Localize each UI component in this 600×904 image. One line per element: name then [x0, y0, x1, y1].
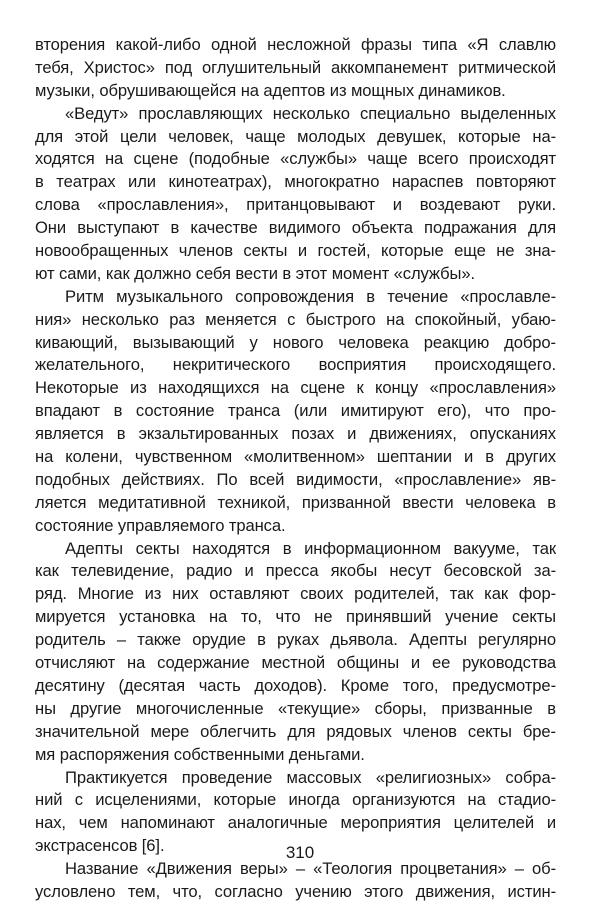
text-line: Некоторые из находящихся на сцене к концу «прославления»	[35, 378, 556, 398]
text-line: отчисляют на содержание местной общины и ее руководства	[35, 653, 556, 673]
text-line: Они выступают в качестве видимого объекта подражания для	[35, 218, 556, 238]
text-line: музыки, обрушивающейся на адептов из мощных динамиков.	[35, 80, 506, 100]
text-line: кивающий, вызывающий у нового человека реакцию добро-	[35, 332, 556, 352]
text-line: ны другие многочисленные «текущие» сборы, призванные в	[35, 698, 556, 718]
text-line: подобных действиях. По всей видимости, «прославление» яв-	[35, 469, 556, 489]
paragraph	[35, 103, 556, 286]
text-line: мируется установка на то, что не принявший учение секты	[35, 607, 556, 627]
paragraph	[35, 858, 556, 904]
text-line: нах, чем напоминают аналогичные мероприятия целителей и	[35, 813, 556, 833]
text-line: новообращенных членов секты и гостей, которые еще не зна-	[35, 241, 556, 261]
text-line: мя распоряжения собственными деньгами.	[35, 744, 365, 764]
text-line: как телевидение, радио и пресса якобы несут бесовской за-	[35, 561, 556, 581]
text-line: в театрах или кинотеатрах), многократно нараспев повторяют	[35, 172, 556, 192]
text-line: на колени, чувственном «молитвенном» шептании и в других	[35, 447, 556, 467]
text-line: ляется медитативной техникой, призванной ввести человека в	[35, 492, 556, 512]
text-line: для этой цели человек, чаще молодых девушек, которые на-	[35, 126, 556, 146]
text-line: ния» несколько раз меняется с быстрого на спокойный, убаю-	[35, 309, 556, 329]
text-line: тебя, Христос» под оглушительный аккомпанемент ритмической	[35, 57, 556, 77]
text-line: родитель – также орудие в руках дьявола. Адепты регулярно	[35, 630, 556, 650]
paragraph	[35, 538, 556, 767]
paragraph	[35, 34, 556, 103]
text-line: ют сами, как должно себя вести в этот момент «службы».	[35, 263, 475, 283]
text-line: экстрасенсов [6].	[35, 836, 165, 856]
text-line: «Ведут» прославляющих несколько специально выделенных	[65, 103, 556, 123]
text-line: состояние управляемого транса.	[35, 515, 286, 535]
text-line: условлено тем, что, согласно учению этого движения, истин-	[35, 881, 556, 901]
text-line: значительной мере облегчить для рядовых членов секты бре-	[35, 721, 556, 741]
text-line: вторения какой-либо одной несложной фразы типа «Я славлю	[35, 35, 556, 54]
text-line: Практикуется проведение массовых «религиозных» собра-	[65, 767, 556, 787]
text-line: ний с исцелениями, которые иногда организуются на стадио-	[35, 790, 556, 810]
text-line: является в экзальтированных позах и движениях, опусканиях	[35, 424, 556, 444]
text-line: впадают в состояние транса (или имитируют его), что про-	[35, 401, 556, 421]
text-line: Ритм музыкального сопровождения в течение «прославле-	[65, 286, 556, 306]
text-line: слова «прославления», пританцовывают и воздевают руки.	[35, 195, 556, 215]
text-line: Адепты секты находятся в информационном вакууме, так	[65, 538, 556, 558]
text-line: десятину (десятая часть доходов). Кроме того, предусмотре-	[35, 675, 556, 695]
text-line: ряд. Многие из них оставляют своих родителей, так как фор-	[35, 584, 556, 604]
text-line: Название «Движения веры» – «Теология процветания» – об-	[65, 859, 556, 879]
paragraph	[35, 286, 556, 538]
text-line: желательного, некритического восприятия происходящего.	[35, 355, 556, 375]
page-body	[35, 34, 556, 904]
text-line: ходятся на сцене (подобные «службы» чаще всего происходят	[35, 149, 556, 169]
page-number: 310	[285, 843, 315, 862]
